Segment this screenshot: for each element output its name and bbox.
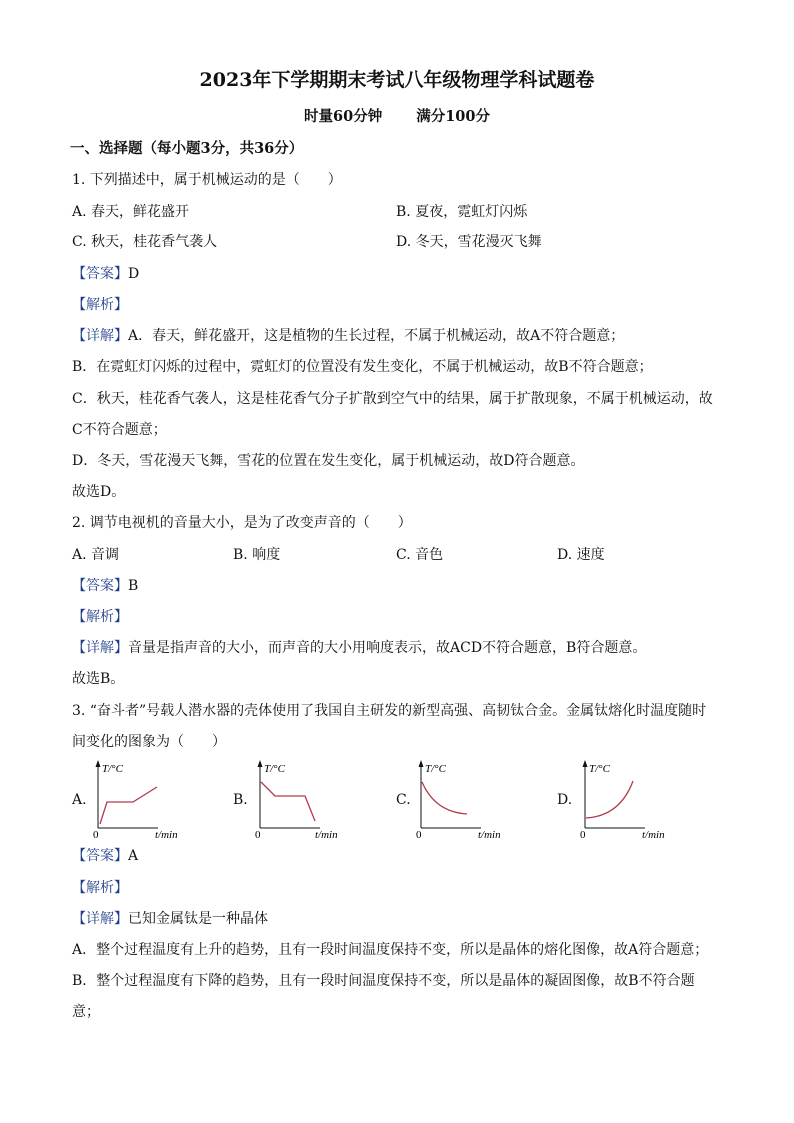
graph-c xyxy=(411,758,521,844)
x-axis-label: t/min xyxy=(642,829,665,841)
q2-answer xyxy=(72,576,138,596)
q1-stem: 1. 下列描述中，属于机械运动的是（ ） xyxy=(72,172,342,188)
q1-analysis-tag: 【解析】 xyxy=(72,297,128,313)
q3-detail xyxy=(72,909,268,929)
graph-a-label: A. xyxy=(72,792,87,808)
graph-b xyxy=(250,758,360,844)
q2-option-b: B. 响度 xyxy=(233,547,281,563)
q2-conclusion: 故选B。 xyxy=(72,671,125,687)
q1-detail-3: C．秋天，桂花香气袭人，这是桂花香气分子扩散到空气中的结果，属于扩散现象，不属于机械运动，故 xyxy=(72,391,713,407)
detail-text: A．春天，鲜花盛开，这是植物的生长过程，不属于机械运动，故A不符合题意； xyxy=(128,328,625,344)
page-title: 2023年下学期期末考试八年级物理学科试题卷 xyxy=(199,69,595,91)
q3-detail-1: A．整个过程温度有上升的趋势，且有一段时间温度保持不变，所以是晶体的熔化图像，故A符合题意； xyxy=(72,942,709,958)
q2-stem: 2. 调节电视机的音量大小，是为了改变声音的（ ） xyxy=(72,515,412,531)
y-axis-label: T/°C xyxy=(425,763,446,775)
q3-answer xyxy=(72,846,138,866)
origin-label: 0 xyxy=(580,829,586,841)
q3-detail-2: B．整个过程温度有下降的趋势，且有一段时间温度保持不变，所以是晶体的凝固图像，故B不符合题 xyxy=(72,973,695,989)
x-axis-label: t/min xyxy=(315,829,338,841)
temperature-curve xyxy=(100,787,157,824)
q2-analysis-tag: 【解析】 xyxy=(72,609,128,625)
graph-c-label: C. xyxy=(396,792,411,808)
y-arrow xyxy=(419,760,424,767)
x-axis-label: t/min xyxy=(478,829,501,841)
q3-detail-3: 意； xyxy=(72,1004,100,1020)
detail-text: 已知金属钛是一种晶体 xyxy=(128,911,268,927)
q2-option-d: D. 速度 xyxy=(557,547,605,563)
q1-detail-1 xyxy=(72,326,624,346)
q1-option-a: A. 春天，鲜花盛开 xyxy=(72,204,190,220)
temperature-curve xyxy=(261,782,315,821)
answer-value: A xyxy=(128,848,139,864)
answer-tag: 【答案】 xyxy=(72,848,128,864)
y-arrow xyxy=(258,760,263,767)
q1-detail-5: D．冬天，雪花漫天飞舞，雪花的位置在发生变化，属于机械运动，故D符合题意。 xyxy=(72,453,585,469)
q3-analysis-tag: 【解析】 xyxy=(72,880,128,896)
q3-stem-line-2: 间变化的图象为（ ） xyxy=(72,734,226,750)
q1-option-b: B. 夏夜，霓虹灯闪烁 xyxy=(396,204,528,220)
q1-detail-4: C不符合题意； xyxy=(72,422,167,438)
graph-a xyxy=(88,758,198,844)
section-heading: 一、选择题（每小题3分，共36分） xyxy=(70,140,304,157)
q1-detail-2: B．在霓虹灯闪烁的过程中，霓虹灯的位置没有发生变化，不属于机械运动，故B不符合题意； xyxy=(72,359,653,375)
detail-tag: 【详解】 xyxy=(72,640,128,656)
q2-option-c: C. 音色 xyxy=(396,547,444,563)
y-axis-label: T/°C xyxy=(589,763,610,775)
x-axis-label: t/min xyxy=(155,829,178,841)
exam-score: 满分100分 xyxy=(416,108,490,125)
graph-d xyxy=(575,758,685,844)
origin-label: 0 xyxy=(255,829,261,841)
y-arrow xyxy=(583,760,588,767)
y-axis-label: T/°C xyxy=(264,763,285,775)
answer-value: B xyxy=(128,578,139,594)
q2-option-a: A. 音调 xyxy=(72,547,120,563)
y-axis-label: T/°C xyxy=(102,763,123,775)
y-arrow xyxy=(96,760,101,767)
q1-conclusion: 故选D。 xyxy=(72,484,126,500)
exam-time: 时量60分钟 xyxy=(304,108,383,125)
graph-d-label: D. xyxy=(557,792,573,808)
q1-option-c: C. 秋天，桂花香气袭人 xyxy=(72,234,218,250)
answer-tag: 【答案】 xyxy=(72,578,128,594)
detail-text: 音量是指声音的大小，而声音的大小用响度表示，故ACD不符合题意，B符合题意。 xyxy=(128,640,647,656)
q1-option-d: D. 冬天，雪花漫灭飞舞 xyxy=(396,234,542,250)
q3-stem-line-1: 3. “奋斗者”号载人潜水器的壳体使用了我国自主研发的新型高强、高韧钛合金。金属钛熔化时温度随时 xyxy=(72,703,707,719)
q1-answer xyxy=(72,264,139,284)
temperature-curve xyxy=(586,781,633,818)
temperature-curve xyxy=(422,782,467,814)
detail-tag: 【详解】 xyxy=(72,911,128,927)
detail-tag: 【详解】 xyxy=(72,328,128,344)
answer-tag: 【答案】 xyxy=(72,266,128,282)
origin-label: 0 xyxy=(93,829,99,841)
graph-b-label: B. xyxy=(233,792,248,808)
exam-info xyxy=(0,107,794,127)
origin-label: 0 xyxy=(416,829,422,841)
answer-value: D xyxy=(128,266,140,282)
q2-detail xyxy=(72,638,646,658)
